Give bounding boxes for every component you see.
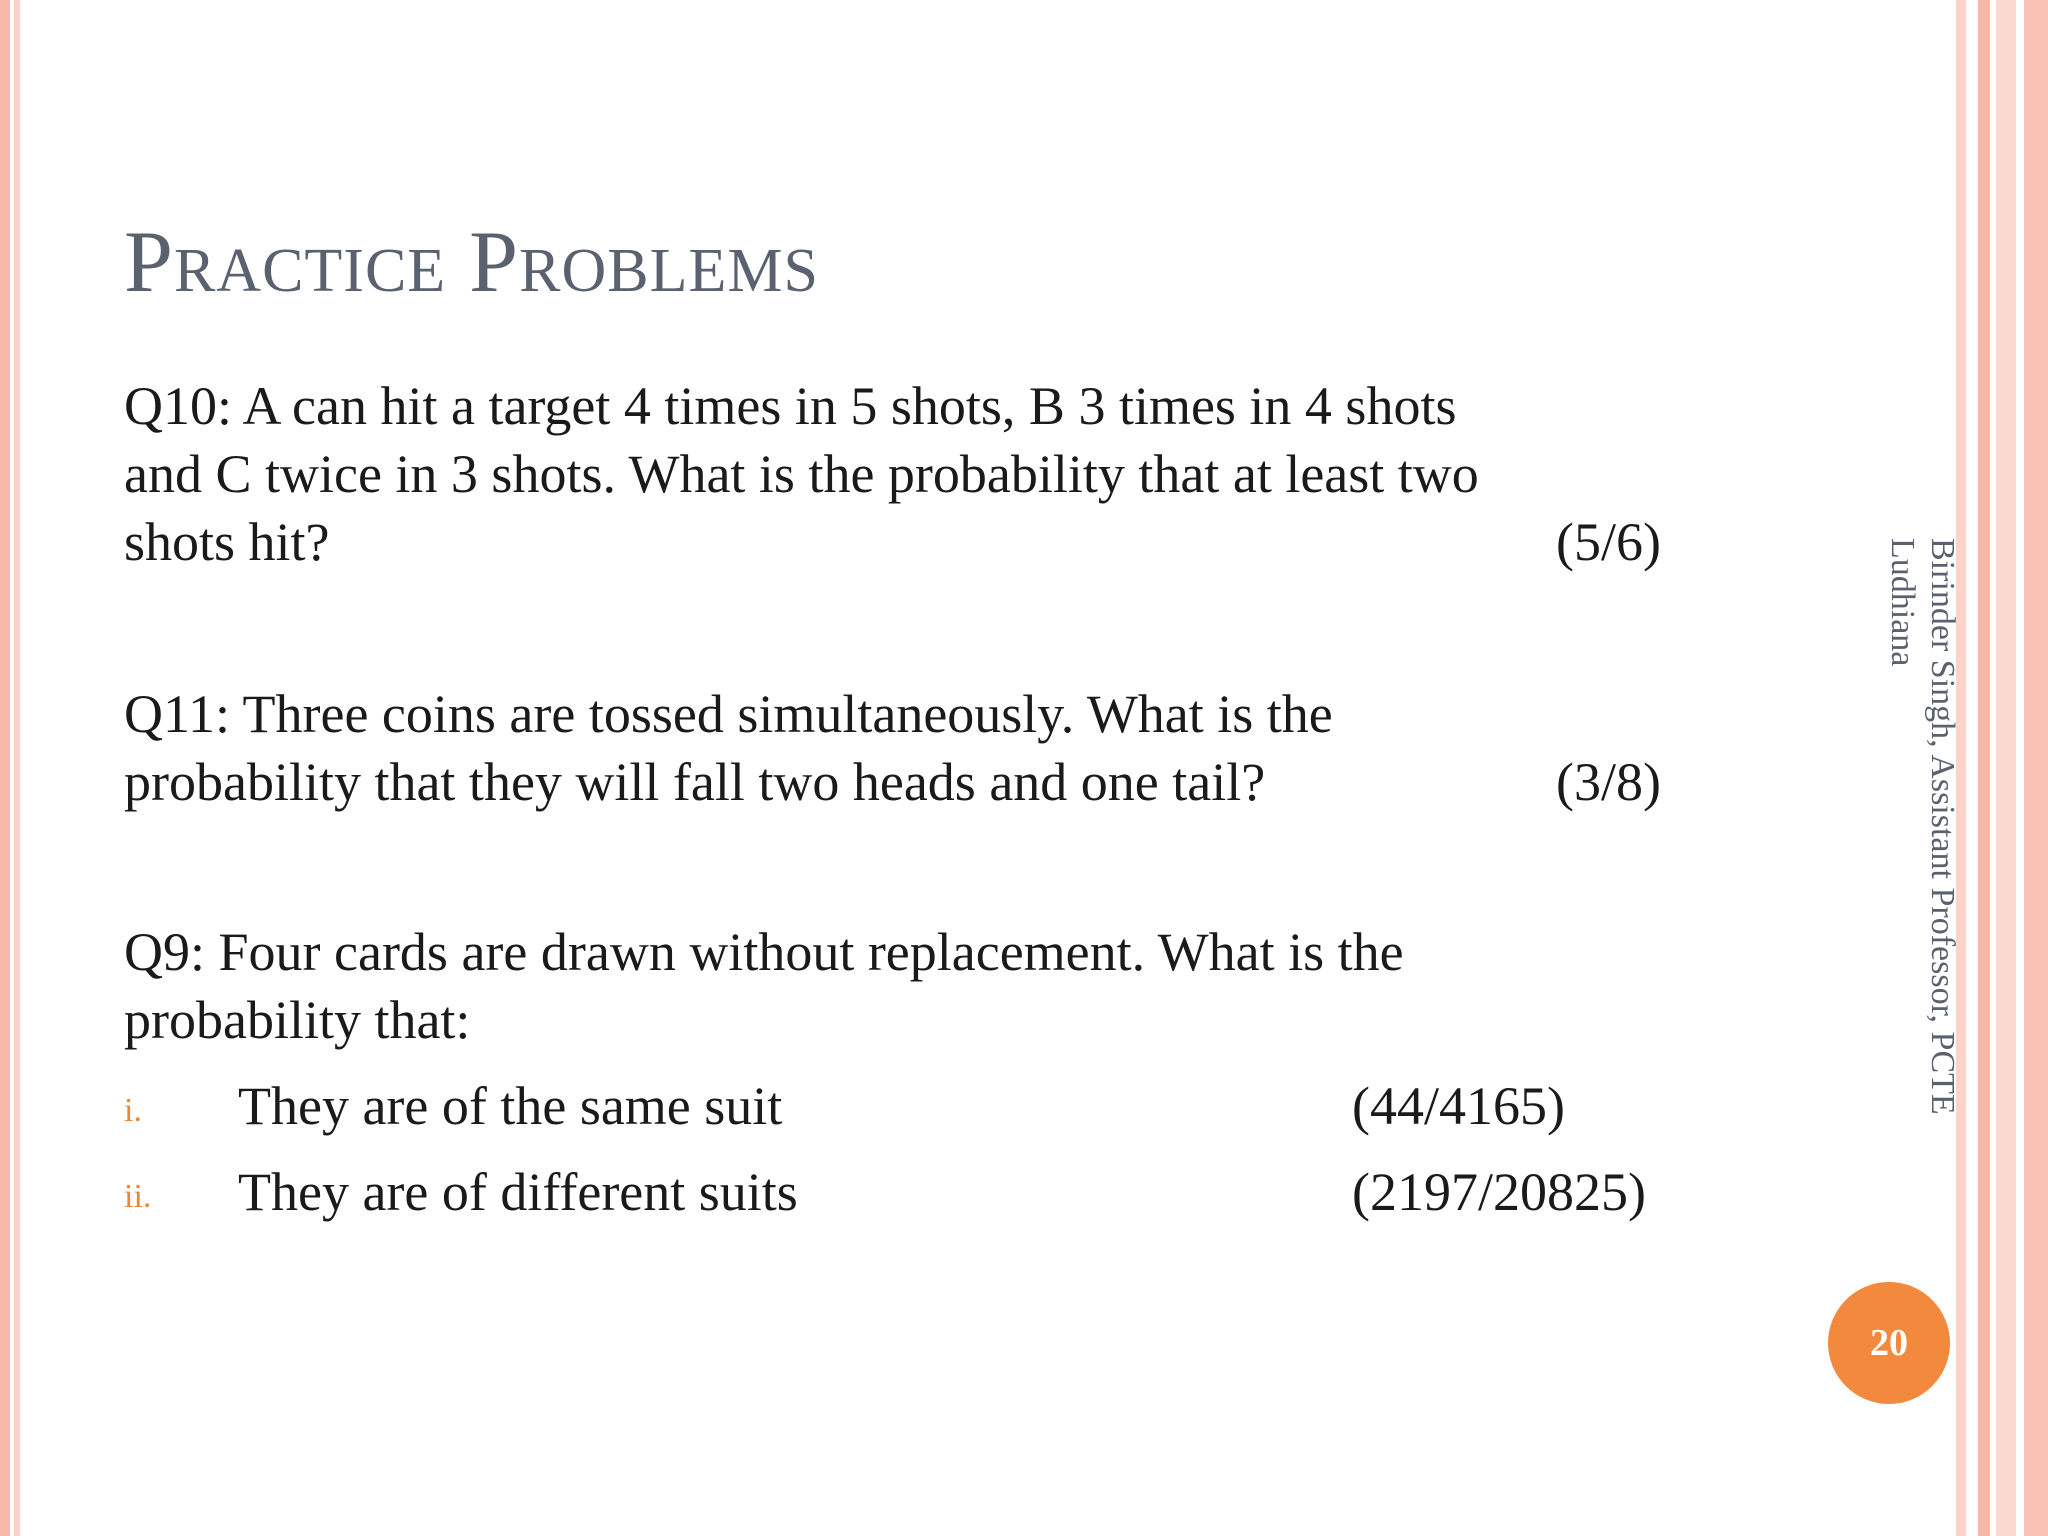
- footer-author-line-2: Ludhiana: [1884, 538, 1921, 667]
- q10-line-3: shots hit?: [124, 512, 330, 572]
- left-border-stripe: [0, 0, 10, 1536]
- q10-answer: (5/6): [1556, 512, 1661, 572]
- q9-item-2-marker: ii.: [124, 1178, 152, 1215]
- right-border-stripe-2: [1978, 0, 1990, 1536]
- q10-line-1: Q10: A can hit a target 4 times in 5 shots, B 3 times in 4 shots: [124, 376, 1457, 436]
- q9-line-2: probability that:: [124, 990, 471, 1050]
- q11-line-1: Q11: Three coins are tossed simultaneously. What is the: [124, 684, 1333, 744]
- left-border-stripe-inner: [14, 0, 20, 1536]
- right-border-stripe-4: [2024, 0, 2048, 1536]
- footer-author-line-1: Birinder Singh, Assistant Professor, PCTE: [1924, 538, 1961, 1115]
- page-number-badge: [1828, 1282, 1950, 1404]
- q9-item-2-answer: (2197/20825): [1352, 1162, 1646, 1222]
- q9-line-1: Q9: Four cards are drawn without replacement. What is the: [124, 922, 1404, 982]
- q9-item-1-answer: (44/4165): [1352, 1076, 1565, 1136]
- q9-item-2-text: They are of different suits: [238, 1162, 798, 1222]
- q9-item-1-text: They are of the same suit: [238, 1076, 783, 1136]
- page-number: 20: [1870, 1322, 1908, 1364]
- right-border-stripe-3: [1996, 0, 2016, 1536]
- q10-line-2: and C twice in 3 shots. What is the probability that at least two: [124, 444, 1479, 504]
- q9-item-1-marker: i.: [124, 1092, 142, 1129]
- q11-line-2: probability that they will fall two heads and one tail?: [124, 752, 1266, 812]
- q11-answer: (3/8): [1556, 752, 1661, 812]
- slide-title: Practice Problems: [124, 214, 819, 311]
- footer-author: [1882, 538, 1962, 1218]
